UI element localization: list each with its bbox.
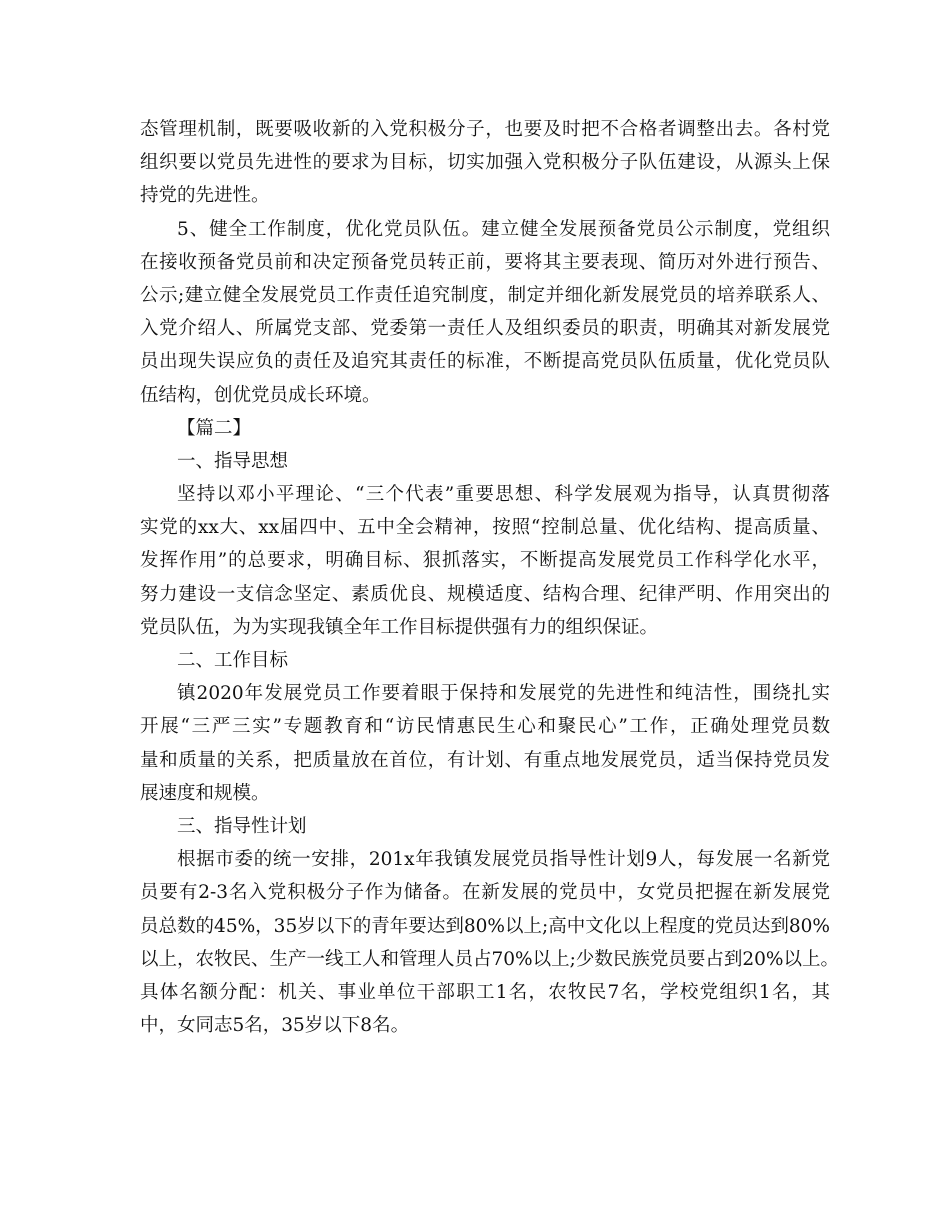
subsection-heading: 三、指导性计划 — [177, 815, 307, 837]
text-line: 中，女同志5名，35岁以下8名。 — [140, 1015, 410, 1037]
text-line: 5、健全工作制度，优化党员队伍。建立健全发展预备党员公示制度，党组织 — [177, 218, 830, 240]
text-line: 党员队伍，为为实现我镇全年工作目标提供强有力的组织保证。 — [140, 616, 659, 638]
subsection-heading: 一、指导思想 — [177, 450, 289, 472]
text-line: 展速度和规模。 — [140, 782, 270, 804]
text-line: 持党的先进性。 — [140, 185, 270, 207]
text-line: 组织要以党员先进性的要求为目标，切实加强入党积极分子队伍建设，从源头上保 — [140, 152, 830, 174]
text-line: 员出现失误应负的责任及追究其责任的标准，不断提高党员队伍质量，优化党员队 — [140, 351, 830, 373]
text-line: 努力建设一支信念坚定、素质优良、规模适度、结构合理、纪律严明、作用突出的 — [140, 583, 830, 605]
text-line: 入党介绍人、所属党支部、党委第一责任人及组织委员的职责，明确其对新发展党 — [140, 318, 830, 340]
text-line: 员要有2-3名入党积极分子作为储备。在新发展的党员中，女党员把握在新发展党 — [140, 882, 830, 904]
text-line: 具体名额分配：机关、事业单位干部职工1名，农牧民7名，学校党组织1名，其 — [140, 981, 830, 1003]
text-line: 态管理机制，既要吸收新的入党积极分子，也要及时把不合格者调整出去。各村党 — [140, 119, 830, 140]
text-line: 根据市委的统一安排，201x年我镇发展党员指导性计划9人，每发展一名新党 — [177, 849, 830, 871]
text-line: 在接收预备党员前和决定预备党员转正前，要将其主要表现、简历对外进行预告、 — [140, 251, 830, 273]
text-line: 镇2020年发展党员工作要着眼于保持和发展党的先进性和纯洁性，围绕扎实 — [177, 683, 830, 705]
section-heading: 【篇二】 — [177, 417, 252, 439]
document-body — [140, 113, 839, 1042]
text-line: 发挥作用”的总要求，明确目标、狠抓落实，不断提高发展党员工作科学化水平， — [140, 550, 830, 572]
text-line: 以上，农牧民、生产一线工人和管理人员占70%以上;少数民族党员要占到20%以上。 — [140, 948, 839, 970]
text-line: 员总数的45%，35岁以下的青年要达到80%以上;高中文化以上程度的党员达到80% — [140, 915, 830, 937]
text-line: 公示;建立健全发展党员工作责任追究制度，制定并细化新发展党员的培养联系人、 — [140, 284, 830, 306]
text-line: 坚持以邓小平理论、“三个代表”重要思想、科学发展观为指导，认真贯彻落 — [177, 484, 830, 506]
text-line: 伍结构，创优党员成长环境。 — [140, 384, 381, 406]
text-line: 实党的xx大、xx届四中、五中全会精神，按照“控制总量、优化结构、提高质量、 — [140, 517, 830, 539]
text-line: 量和质量的关系，把质量放在首位，有计划、有重点地发展党员，适当保持党员发 — [140, 749, 830, 771]
text-line: 开展“三严三实”专题教育和“访民情惠民生心和聚民心”工作，正确处理党员数 — [140, 716, 830, 738]
subsection-heading: 二、工作目标 — [177, 650, 289, 671]
